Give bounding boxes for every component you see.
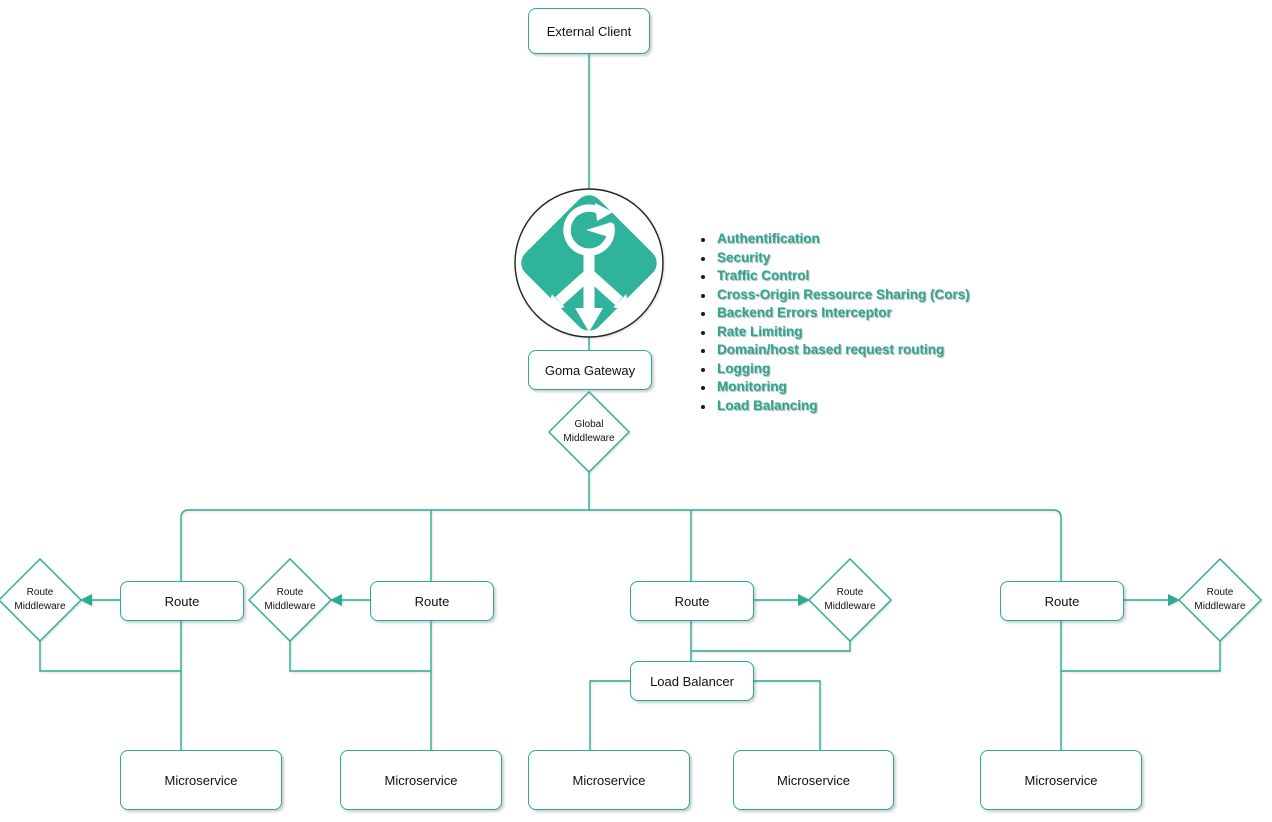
- node-microservice-5: [980, 750, 1142, 810]
- connector-loadbalancer-to-microservice3: [590, 681, 630, 750]
- route-2-label: Route: [414, 593, 450, 609]
- feature-item: • Traffic Control: [715, 267, 971, 285]
- load-balancer-label: Load Balancer: [650, 673, 734, 689]
- node-microservice-4: [733, 750, 894, 810]
- feature-item: • Authentification: [715, 230, 971, 248]
- route-middleware-4-label: Route Middleware: [1194, 587, 1246, 612]
- feature-item: • Logging: [715, 360, 971, 378]
- feature-item: • Cross-Origin Ressource Sharing (Cors): [715, 286, 971, 304]
- route-3-label: Route: [674, 593, 710, 609]
- route-middleware-3-label: Route Middleware: [824, 587, 876, 612]
- node-route-3: [630, 581, 754, 621]
- feature-item: • Security: [715, 249, 971, 267]
- external-client-label: External Client: [546, 23, 632, 39]
- connector-bus: [181, 510, 1061, 581]
- microservice-2-label: Microservice: [384, 772, 458, 788]
- microservice-3-label: Microservice: [572, 772, 646, 788]
- node-microservice-3: [528, 750, 690, 810]
- goma-gateway-label: Goma Gateway: [544, 362, 636, 378]
- feature-item: • Monitoring: [715, 378, 971, 396]
- connector-middleware2-return: [290, 641, 431, 671]
- node-load-balancer: [630, 661, 754, 701]
- node-microservice-1: [120, 750, 282, 810]
- connector-middleware4-return: [1061, 641, 1220, 671]
- route-middleware-1-label: Route Middleware: [14, 587, 66, 612]
- global-middleware-label: Global Middleware: [563, 419, 615, 444]
- gateway-feature-list: [699, 230, 971, 415]
- node-route-2: [370, 581, 494, 621]
- feature-item: • Load Balancing: [715, 397, 971, 415]
- route-4-label: Route: [1044, 593, 1080, 609]
- feature-item: • Backend Errors Interceptor: [715, 304, 971, 322]
- route-middleware-2-label: Route Middleware: [264, 587, 316, 612]
- microservice-5-label: Microservice: [1024, 772, 1098, 788]
- node-route-1: [120, 581, 244, 621]
- route-1-label: Route: [164, 593, 200, 609]
- microservice-1-label: Microservice: [164, 772, 238, 788]
- feature-item: • Rate Limiting: [715, 323, 971, 341]
- connector-loadbalancer-to-microservice4: [752, 681, 820, 750]
- goma-gateway-logo: [515, 189, 663, 337]
- node-external-client: [528, 8, 650, 54]
- microservice-4-label: Microservice: [777, 772, 850, 788]
- connector-middleware3-return: [691, 641, 850, 651]
- connector-middleware1-return: [40, 641, 181, 671]
- feature-item: • Domain/host based request routing: [715, 341, 971, 359]
- node-goma-gateway: [528, 350, 652, 390]
- node-microservice-2: [340, 750, 502, 810]
- node-route-4: [1000, 581, 1124, 621]
